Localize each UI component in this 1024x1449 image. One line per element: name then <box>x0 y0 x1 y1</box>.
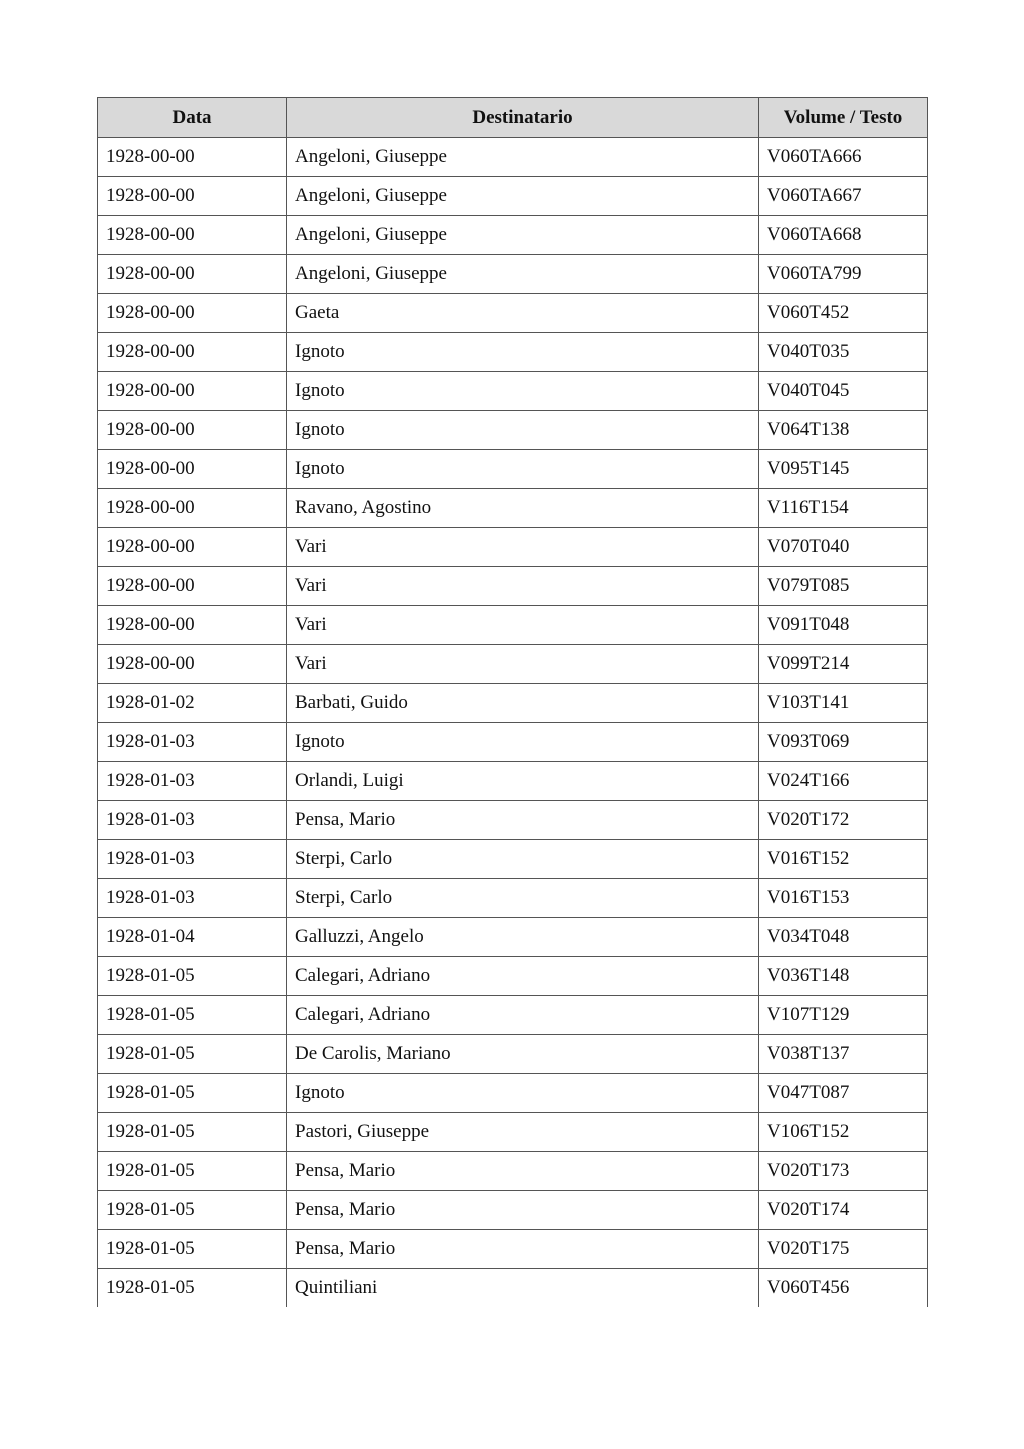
table-row <box>98 1074 928 1113</box>
table-row <box>98 957 928 996</box>
cell-volume: V091T048 <box>759 606 928 645</box>
cell-recipient: Ignoto <box>287 450 759 489</box>
cell-volume: V060T456 <box>759 1269 928 1308</box>
cell-date: 1928-00-00 <box>98 645 287 684</box>
cell-date: 1928-00-00 <box>98 216 287 255</box>
cell-date: 1928-00-00 <box>98 138 287 177</box>
cell-volume: V024T166 <box>759 762 928 801</box>
table-row <box>98 918 928 957</box>
header-recipient: Destinatario <box>287 98 759 138</box>
cell-volume: V079T085 <box>759 567 928 606</box>
cell-date: 1928-00-00 <box>98 333 287 372</box>
cell-recipient: Ignoto <box>287 1074 759 1113</box>
cell-volume: V034T048 <box>759 918 928 957</box>
table-row <box>98 1035 928 1074</box>
cell-volume: V016T153 <box>759 879 928 918</box>
table-row <box>98 528 928 567</box>
cell-recipient: Ravano, Agostino <box>287 489 759 528</box>
cell-date: 1928-00-00 <box>98 567 287 606</box>
cell-volume: V020T174 <box>759 1191 928 1230</box>
cell-volume: V038T137 <box>759 1035 928 1074</box>
table-row <box>98 840 928 879</box>
cell-recipient: Pensa, Mario <box>287 801 759 840</box>
cell-date: 1928-00-00 <box>98 528 287 567</box>
cell-date: 1928-00-00 <box>98 489 287 528</box>
cell-volume: V060TA668 <box>759 216 928 255</box>
cell-recipient: Ignoto <box>287 723 759 762</box>
cell-recipient: Pensa, Mario <box>287 1152 759 1191</box>
cell-recipient: Ignoto <box>287 411 759 450</box>
cell-recipient: Sterpi, Carlo <box>287 840 759 879</box>
cell-date: 1928-01-05 <box>98 1113 287 1152</box>
header-volume: Volume / Testo <box>759 98 928 138</box>
table-row <box>98 333 928 372</box>
cell-date: 1928-01-05 <box>98 1269 287 1308</box>
table-row <box>98 1191 928 1230</box>
cell-date: 1928-00-00 <box>98 606 287 645</box>
table-row <box>98 450 928 489</box>
cell-volume: V070T040 <box>759 528 928 567</box>
table-row <box>98 1113 928 1152</box>
table-body <box>98 138 928 1308</box>
cell-date: 1928-01-05 <box>98 996 287 1035</box>
cell-recipient: Gaeta <box>287 294 759 333</box>
cell-volume: V060TA799 <box>759 255 928 294</box>
table-row <box>98 684 928 723</box>
table-row <box>98 372 928 411</box>
cell-volume: V020T172 <box>759 801 928 840</box>
cell-date: 1928-01-03 <box>98 723 287 762</box>
cell-date: 1928-00-00 <box>98 255 287 294</box>
cell-recipient: Galluzzi, Angelo <box>287 918 759 957</box>
cell-recipient: Angeloni, Giuseppe <box>287 138 759 177</box>
cell-recipient: Pensa, Mario <box>287 1191 759 1230</box>
cell-recipient: Calegari, Adriano <box>287 957 759 996</box>
table-row <box>98 294 928 333</box>
cell-recipient: Sterpi, Carlo <box>287 879 759 918</box>
cell-date: 1928-01-05 <box>98 1191 287 1230</box>
cell-volume: V064T138 <box>759 411 928 450</box>
table-row <box>98 489 928 528</box>
cell-date: 1928-01-05 <box>98 1230 287 1269</box>
cell-date: 1928-01-05 <box>98 1035 287 1074</box>
cell-volume: V093T069 <box>759 723 928 762</box>
cell-volume: V060TA667 <box>759 177 928 216</box>
cell-recipient: Pensa, Mario <box>287 1230 759 1269</box>
cell-volume: V036T148 <box>759 957 928 996</box>
table-row <box>98 1152 928 1191</box>
table-row <box>98 411 928 450</box>
cell-volume: V047T087 <box>759 1074 928 1113</box>
cell-volume: V020T175 <box>759 1230 928 1269</box>
table-row <box>98 177 928 216</box>
table-row <box>98 723 928 762</box>
cell-volume: V099T214 <box>759 645 928 684</box>
cell-date: 1928-01-03 <box>98 879 287 918</box>
cell-recipient: De Carolis, Mariano <box>287 1035 759 1074</box>
cell-volume: V040T035 <box>759 333 928 372</box>
cell-date: 1928-01-02 <box>98 684 287 723</box>
cell-recipient: Vari <box>287 528 759 567</box>
cell-date: 1928-01-03 <box>98 762 287 801</box>
cell-recipient: Ignoto <box>287 333 759 372</box>
table-row <box>98 801 928 840</box>
cell-volume: V095T145 <box>759 450 928 489</box>
cell-recipient: Orlandi, Luigi <box>287 762 759 801</box>
cell-volume: V116T154 <box>759 489 928 528</box>
letters-table <box>97 97 928 1307</box>
cell-recipient: Angeloni, Giuseppe <box>287 255 759 294</box>
cell-volume: V060TA666 <box>759 138 928 177</box>
cell-date: 1928-01-05 <box>98 1074 287 1113</box>
cell-recipient: Angeloni, Giuseppe <box>287 216 759 255</box>
table-row <box>98 138 928 177</box>
cell-date: 1928-01-05 <box>98 1152 287 1191</box>
cell-date: 1928-00-00 <box>98 372 287 411</box>
table-row <box>98 762 928 801</box>
cell-date: 1928-00-00 <box>98 177 287 216</box>
cell-volume: V106T152 <box>759 1113 928 1152</box>
cell-recipient: Calegari, Adriano <box>287 996 759 1035</box>
cell-date: 1928-01-05 <box>98 957 287 996</box>
cell-recipient: Angeloni, Giuseppe <box>287 177 759 216</box>
cell-date: 1928-01-03 <box>98 801 287 840</box>
cell-volume: V020T173 <box>759 1152 928 1191</box>
table-row <box>98 645 928 684</box>
cell-recipient: Pastori, Giuseppe <box>287 1113 759 1152</box>
table-row <box>98 255 928 294</box>
table-row <box>98 606 928 645</box>
cell-date: 1928-01-03 <box>98 840 287 879</box>
cell-recipient: Vari <box>287 567 759 606</box>
cell-volume: V040T045 <box>759 372 928 411</box>
table-row <box>98 1230 928 1269</box>
cell-date: 1928-01-04 <box>98 918 287 957</box>
table-header-row <box>98 98 928 138</box>
table-row <box>98 1269 928 1308</box>
cell-volume: V060T452 <box>759 294 928 333</box>
cell-recipient: Vari <box>287 606 759 645</box>
cell-recipient: Quintiliani <box>287 1269 759 1308</box>
cell-recipient: Barbati, Guido <box>287 684 759 723</box>
table-row <box>98 216 928 255</box>
table-row <box>98 879 928 918</box>
cell-recipient: Vari <box>287 645 759 684</box>
cell-recipient: Ignoto <box>287 372 759 411</box>
cell-volume: V103T141 <box>759 684 928 723</box>
table-row <box>98 996 928 1035</box>
cell-date: 1928-00-00 <box>98 450 287 489</box>
cell-volume: V016T152 <box>759 840 928 879</box>
cell-date: 1928-00-00 <box>98 294 287 333</box>
cell-volume: V107T129 <box>759 996 928 1035</box>
cell-date: 1928-00-00 <box>98 411 287 450</box>
header-date: Data <box>98 98 287 138</box>
table-row <box>98 567 928 606</box>
